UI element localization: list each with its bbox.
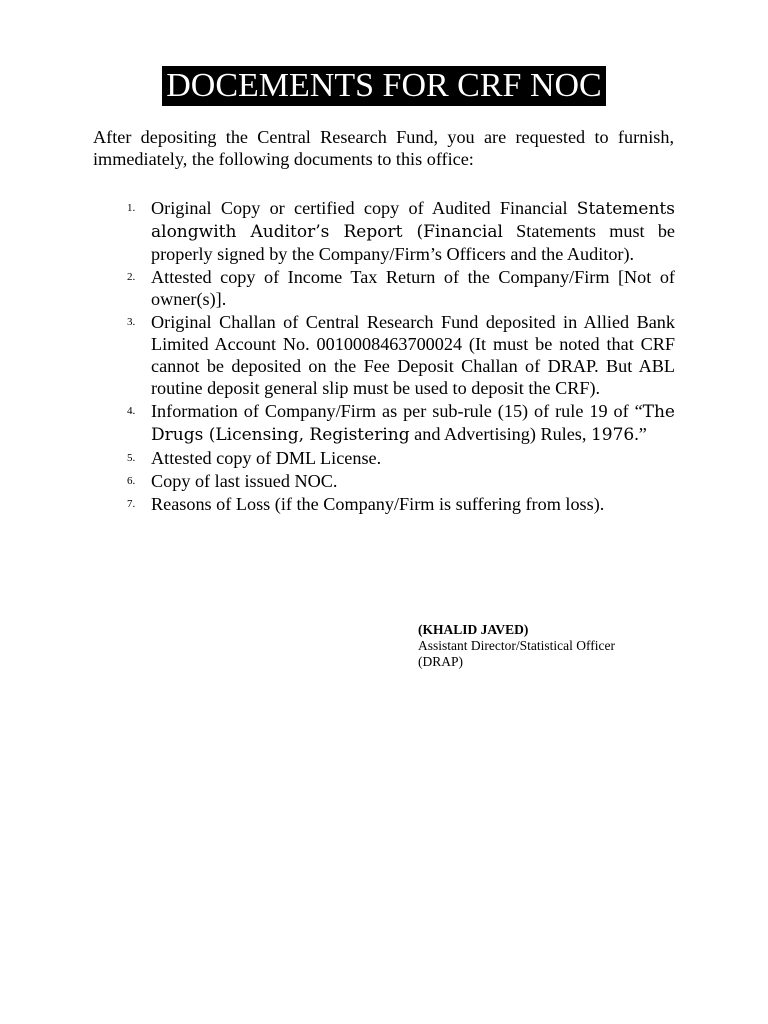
list-item-text: 1976 [590, 425, 635, 445]
intro-paragraph: After depositing the Central Research Fund, you are requested to furnish, immediately, the following documents to this office: [93, 127, 674, 169]
list-item-text: and Advertising) Rules, [409, 424, 591, 444]
list-item-number: 3. [127, 316, 136, 328]
list-item-text: Statements alongwith Auditor’s Report (Financial [151, 199, 675, 242]
list-item-text: Copy of last issued NOC. [151, 471, 338, 491]
list-item-text: Attested copy of DML License. [151, 448, 382, 468]
list-item-number: 7. [127, 498, 136, 510]
document-title: DOCEMENTS FOR CRF NOC [162, 66, 605, 106]
list-item [120, 197, 675, 265]
list-item-number: 6. [127, 475, 136, 487]
list-item [120, 266, 675, 310]
list-item-text: Original Copy or certified copy of Audited Financial [151, 198, 577, 218]
list-item-text: Attested copy of Income Tax Return of the Company/Firm [Not of owner(s)]. [151, 267, 675, 309]
title-wrap [0, 66, 768, 106]
list-item-number: 5. [127, 452, 136, 464]
list-item [120, 447, 675, 469]
signatory-organization: (DRAP) [418, 654, 464, 669]
list-item [120, 470, 675, 492]
signatory-name: (KHALID JAVED) [418, 622, 529, 637]
list-item [120, 493, 675, 515]
signatory-designation: Assistant Director/Statistical Officer [418, 638, 615, 653]
list-item-text: Information of Company/Firm as per sub-rule (15) of rule 19 of “ [151, 401, 643, 421]
list-item-text: Statements must be properly signed by the Company/Firm’s Officers and the Auditor). [151, 221, 675, 264]
list-item-text: Original Challan of Central Research Fund deposited in Allied Bank Limited Account No. 0010008463700024 (It must be noted that CRF cannot be deposited on the Fee Deposit Challan of DRAP. But ABL routine deposit general slip must be used to deposit the CRF). [151, 312, 675, 398]
list-item-number: 4. [127, 405, 136, 417]
list-item [120, 400, 675, 446]
list-item-text: Reasons of Loss (if the Company/Firm is suffering from loss). [151, 494, 605, 514]
documents-list [120, 197, 675, 516]
list-item [120, 311, 675, 399]
signature-block [418, 622, 718, 670]
list-item-number: 1. [127, 202, 136, 214]
list-item-text: .” [634, 424, 647, 444]
list-item-text: The Drugs (Licensing, Registering [151, 402, 675, 445]
list-item-number: 2. [127, 271, 136, 283]
